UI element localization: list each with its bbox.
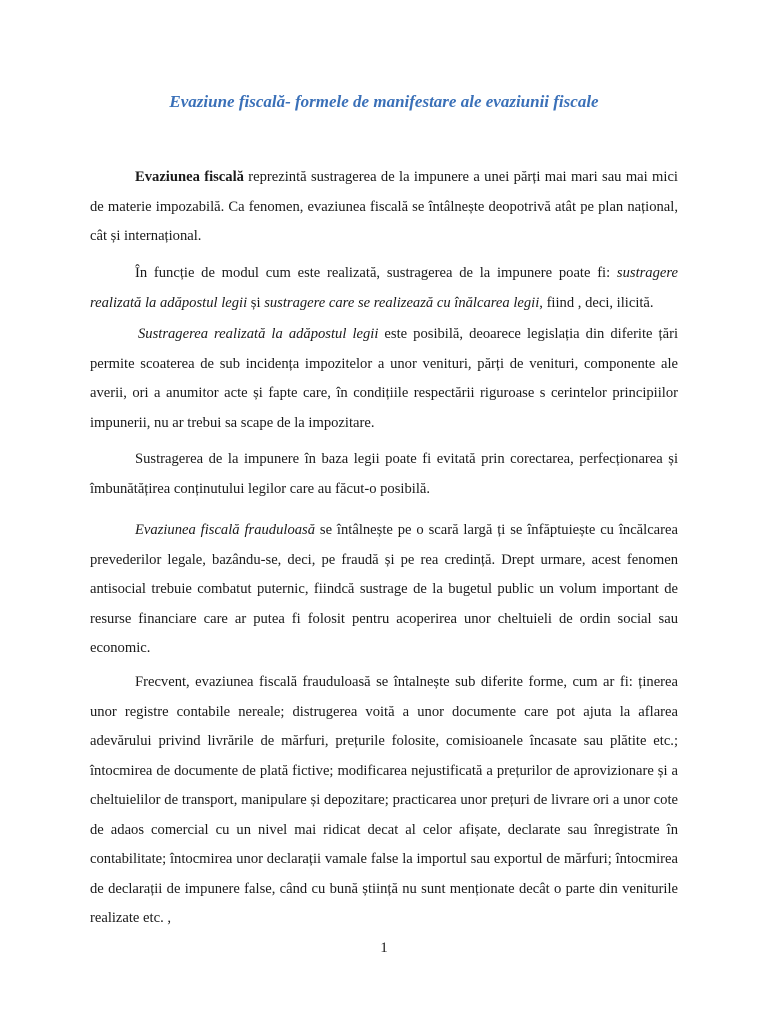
emphasis-legal-evasion: sustragere realizată la adăpostul legii	[90, 265, 678, 311]
emphasis-illegal-evasion: sustragere care se realizează cu înălcarea legii	[264, 294, 540, 311]
paragraph-text: se întâlnește pe o scară largă ți se înfăptuiește cu încălcarea prevederilor legale, bazându-se, deci, pe fraudă și pe rea credință. Drept urmare, acest fenomen antisocial trebuie combatut puternic, fiindcă sustrage de la bugetul public un volum important de resurse financiare care ar putea fi folosit pentru acoperirea unor cheltuieli de ordin social sau economic.	[90, 522, 678, 656]
paragraph-text: , fiind , deci, ilicită.	[539, 294, 654, 311]
paragraph-text: și	[247, 294, 265, 311]
paragraph-text: reprezintă sustragerea de la impunere a unei părți mai mari sau mai mici de materie impozabilă. Ca fenomen, evaziunea fiscală se întâlnește deopotrivă atât pe plan național, cât și internațional.	[90, 169, 678, 244]
paragraph-forms: Frecvent, evaziunea fiscală frauduloasă se întalnește sub diferite forme, cum ar fi: ținerea unor registre contabile nereale; distrugerea voită a unor documente care pot ajuta la aflarea adevărului privind livrările de mărfuri, prețurile folosite, comisioanele încasate sau plătite etc.; întocmirea de documente de plată fictive; modificarea nejustificată a prețurilor de aprovizionare și a cheltuielilor de transport, manipulare și depozitare; practicarea unor prețuri de livrare ori a unor cote de adaos comercial cu un nivel mai ridicat decat al celor afișate, declarate sau înregistrate în contabilitate; întocmirea unor declarații vamale false la importul sau exportul de mărfuri; întocmirea de declarații de impunere false, când cu bună știință nu sunt menționate decât o parte din veniturile realizate etc. ,	[90, 674, 678, 926]
paragraph-text: În funcție de modul cum este realizată, sustragerea de la impunere poate fi:	[135, 265, 617, 281]
paragraph-text: este posibilă, deoarece legislația din diferite țări permite scoaterea de sub incidența impozitelor a unor venituri, părți de venituri, componente ale averii, ori a anumitor acte și fapte care, în condițiile respectării riguroase s cerintelor principiilor impunerii, nu ar trebui sa scape de la impozitare.	[90, 326, 679, 431]
emphasis-fraudulent-evasion: Evaziunea fiscală frauduloasă	[135, 522, 316, 538]
term-evaziunea-fiscala: Evaziunea fiscală	[135, 169, 244, 185]
page-number: 1	[380, 940, 388, 956]
paragraph-legal-evasion	[90, 320, 678, 438]
document-title: Evaziune fiscală- formele de manifestare ale evaziunii fiscale	[169, 92, 599, 111]
emphasis-legal-evasion: Sustragerea realizată la adăpostul legii	[138, 326, 379, 342]
paragraph-definition	[90, 163, 678, 252]
paragraph-types	[90, 259, 678, 318]
paragraph-prevention: Sustragerea de la impunere în baza legii poate fi evitată prin corectarea, perfecționarea și îmbunătățirea conținutului legilor care au făcut-o posibilă.	[90, 451, 678, 497]
paragraph-fraudulent-evasion	[90, 516, 678, 664]
